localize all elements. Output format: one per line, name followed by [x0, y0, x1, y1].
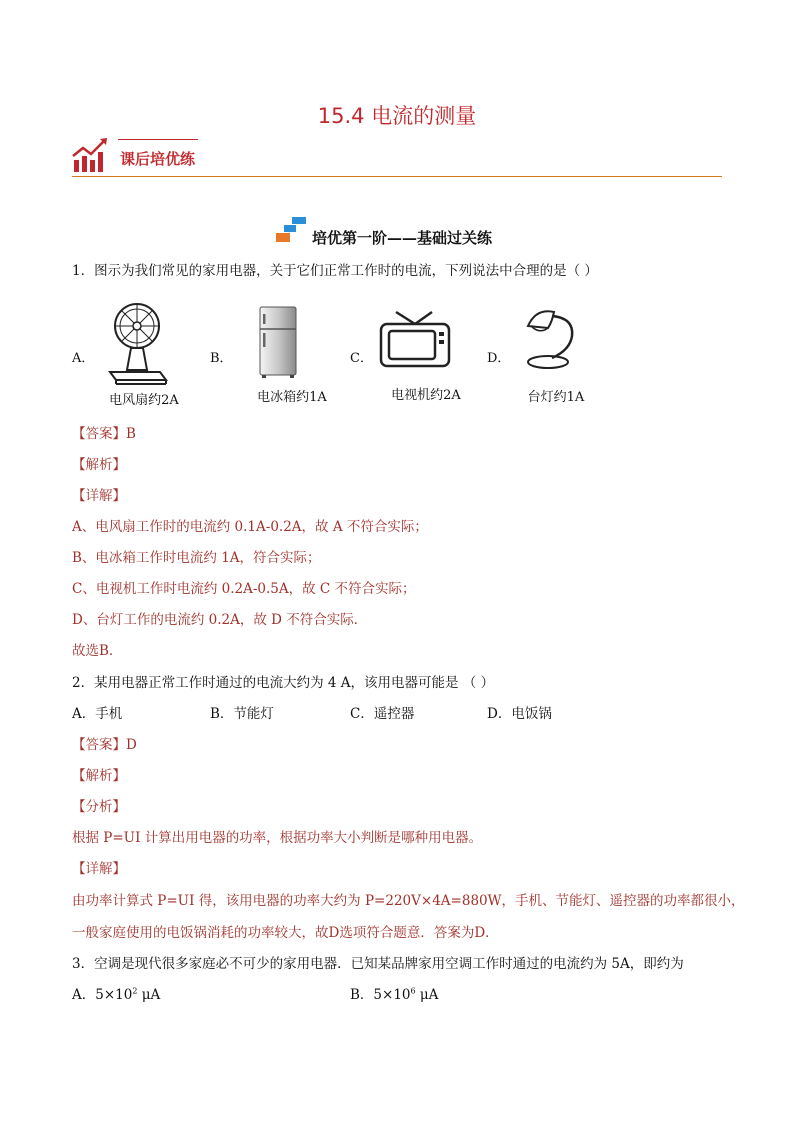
q1-option-b-caption: 电冰箱约1A [257, 390, 327, 405]
q1-option-b-letter: B． [210, 351, 233, 366]
q1-jiexi-label: 【解析】 [72, 457, 126, 473]
q1-conclusion: 故选B． [72, 643, 123, 659]
header-rule [72, 176, 722, 177]
q2-jiexi-label: 【解析】 [72, 768, 126, 784]
q1-option-c-caption: 电视机约2A [391, 388, 461, 403]
q2-option-c: C．遥控器 [350, 706, 415, 722]
desk-lamp-icon [522, 306, 582, 374]
q2-fenxi-label: 【分析】 [72, 799, 126, 815]
header-label: 课后培优练 [120, 150, 196, 168]
question-1-stem: 1．图示为我们常见的家用电器，关于它们正常工作时的电流，下列说法中合理的是（ ） [72, 263, 598, 279]
section-title: 培优第一阶——基础过关练 [312, 229, 493, 247]
television-icon [378, 310, 452, 374]
q1-detail-a: A、电风扇工作时的电流约 0.1A-0.2A，故 A 不符合实际； [72, 519, 428, 535]
q3-option-a-exponent: 2 [132, 986, 138, 996]
q2-detail-1: 由功率计算式 P=UI 得，该用电器的功率大约为 P=220V×4A=880W，手机、节能灯、遥控器的功率都很小， [72, 893, 745, 909]
q3-option-b-prefix: B．5×10 [350, 987, 411, 1003]
q2-xiangjie-label: 【详解】 [72, 861, 126, 877]
q3-option-b-exponent: 6 [410, 986, 416, 996]
header-accent-rule [118, 139, 198, 140]
q2-analysis: 根据 P=UI 计算出用电器的功率，根据功率大小判断是哪种用电器。 [72, 830, 483, 846]
q1-answer: 【答案】B [72, 426, 136, 442]
q1-option-a-caption: 电风扇约2A [109, 393, 179, 408]
q3-option-b-unit: μA [415, 987, 439, 1003]
q2-option-d: D．电饭锅 [487, 706, 552, 722]
q1-xiangjie-label: 【详解】 [72, 488, 126, 504]
steps-icon [276, 215, 310, 247]
question-2-stem: 2．某用电器正常工作时通过的电流大约为 4 A，该用电器可能是 （ ） [72, 675, 495, 691]
q2-answer: 【答案】D [72, 737, 137, 753]
page-title: 15.4 电流的测量 [317, 104, 477, 128]
q1-option-d-letter: D． [487, 351, 511, 366]
q3-option-a-prefix: A．5×10 [72, 987, 133, 1003]
growth-chart-icon [72, 136, 112, 178]
q2-option-b: B．节能灯 [210, 706, 274, 722]
question-3-stem: 3．空调是现代很多家庭必不可少的家用电器．已知某品牌家用空调工作时通过的电流约为 5A，即约为 [72, 956, 684, 972]
q3-option-a [72, 986, 160, 1004]
q1-option-a-letter: A． [72, 351, 95, 366]
fan-icon [104, 300, 170, 390]
q1-option-c-letter: C． [350, 351, 373, 366]
q1-detail-b: B、电冰箱工作时电流约 1A，符合实际； [72, 550, 321, 566]
q1-option-d-caption: 台灯约1A [527, 390, 585, 405]
refrigerator-icon [254, 305, 300, 383]
q3-option-b [350, 986, 438, 1004]
q1-detail-d: D、台灯工作的电流约 0.2A，故 D 不符合实际． [72, 612, 368, 628]
q3-option-a-unit: μA [137, 987, 161, 1003]
q2-detail-2: 一般家庭使用的电饭锅消耗的功率较大，故D选项符合题意．答案为D． [72, 925, 499, 941]
q1-detail-c: C、电视机工作时电流约 0.2A-0.5A，故 C 不符合实际； [72, 581, 416, 597]
q2-option-a: A．手机 [72, 706, 123, 722]
